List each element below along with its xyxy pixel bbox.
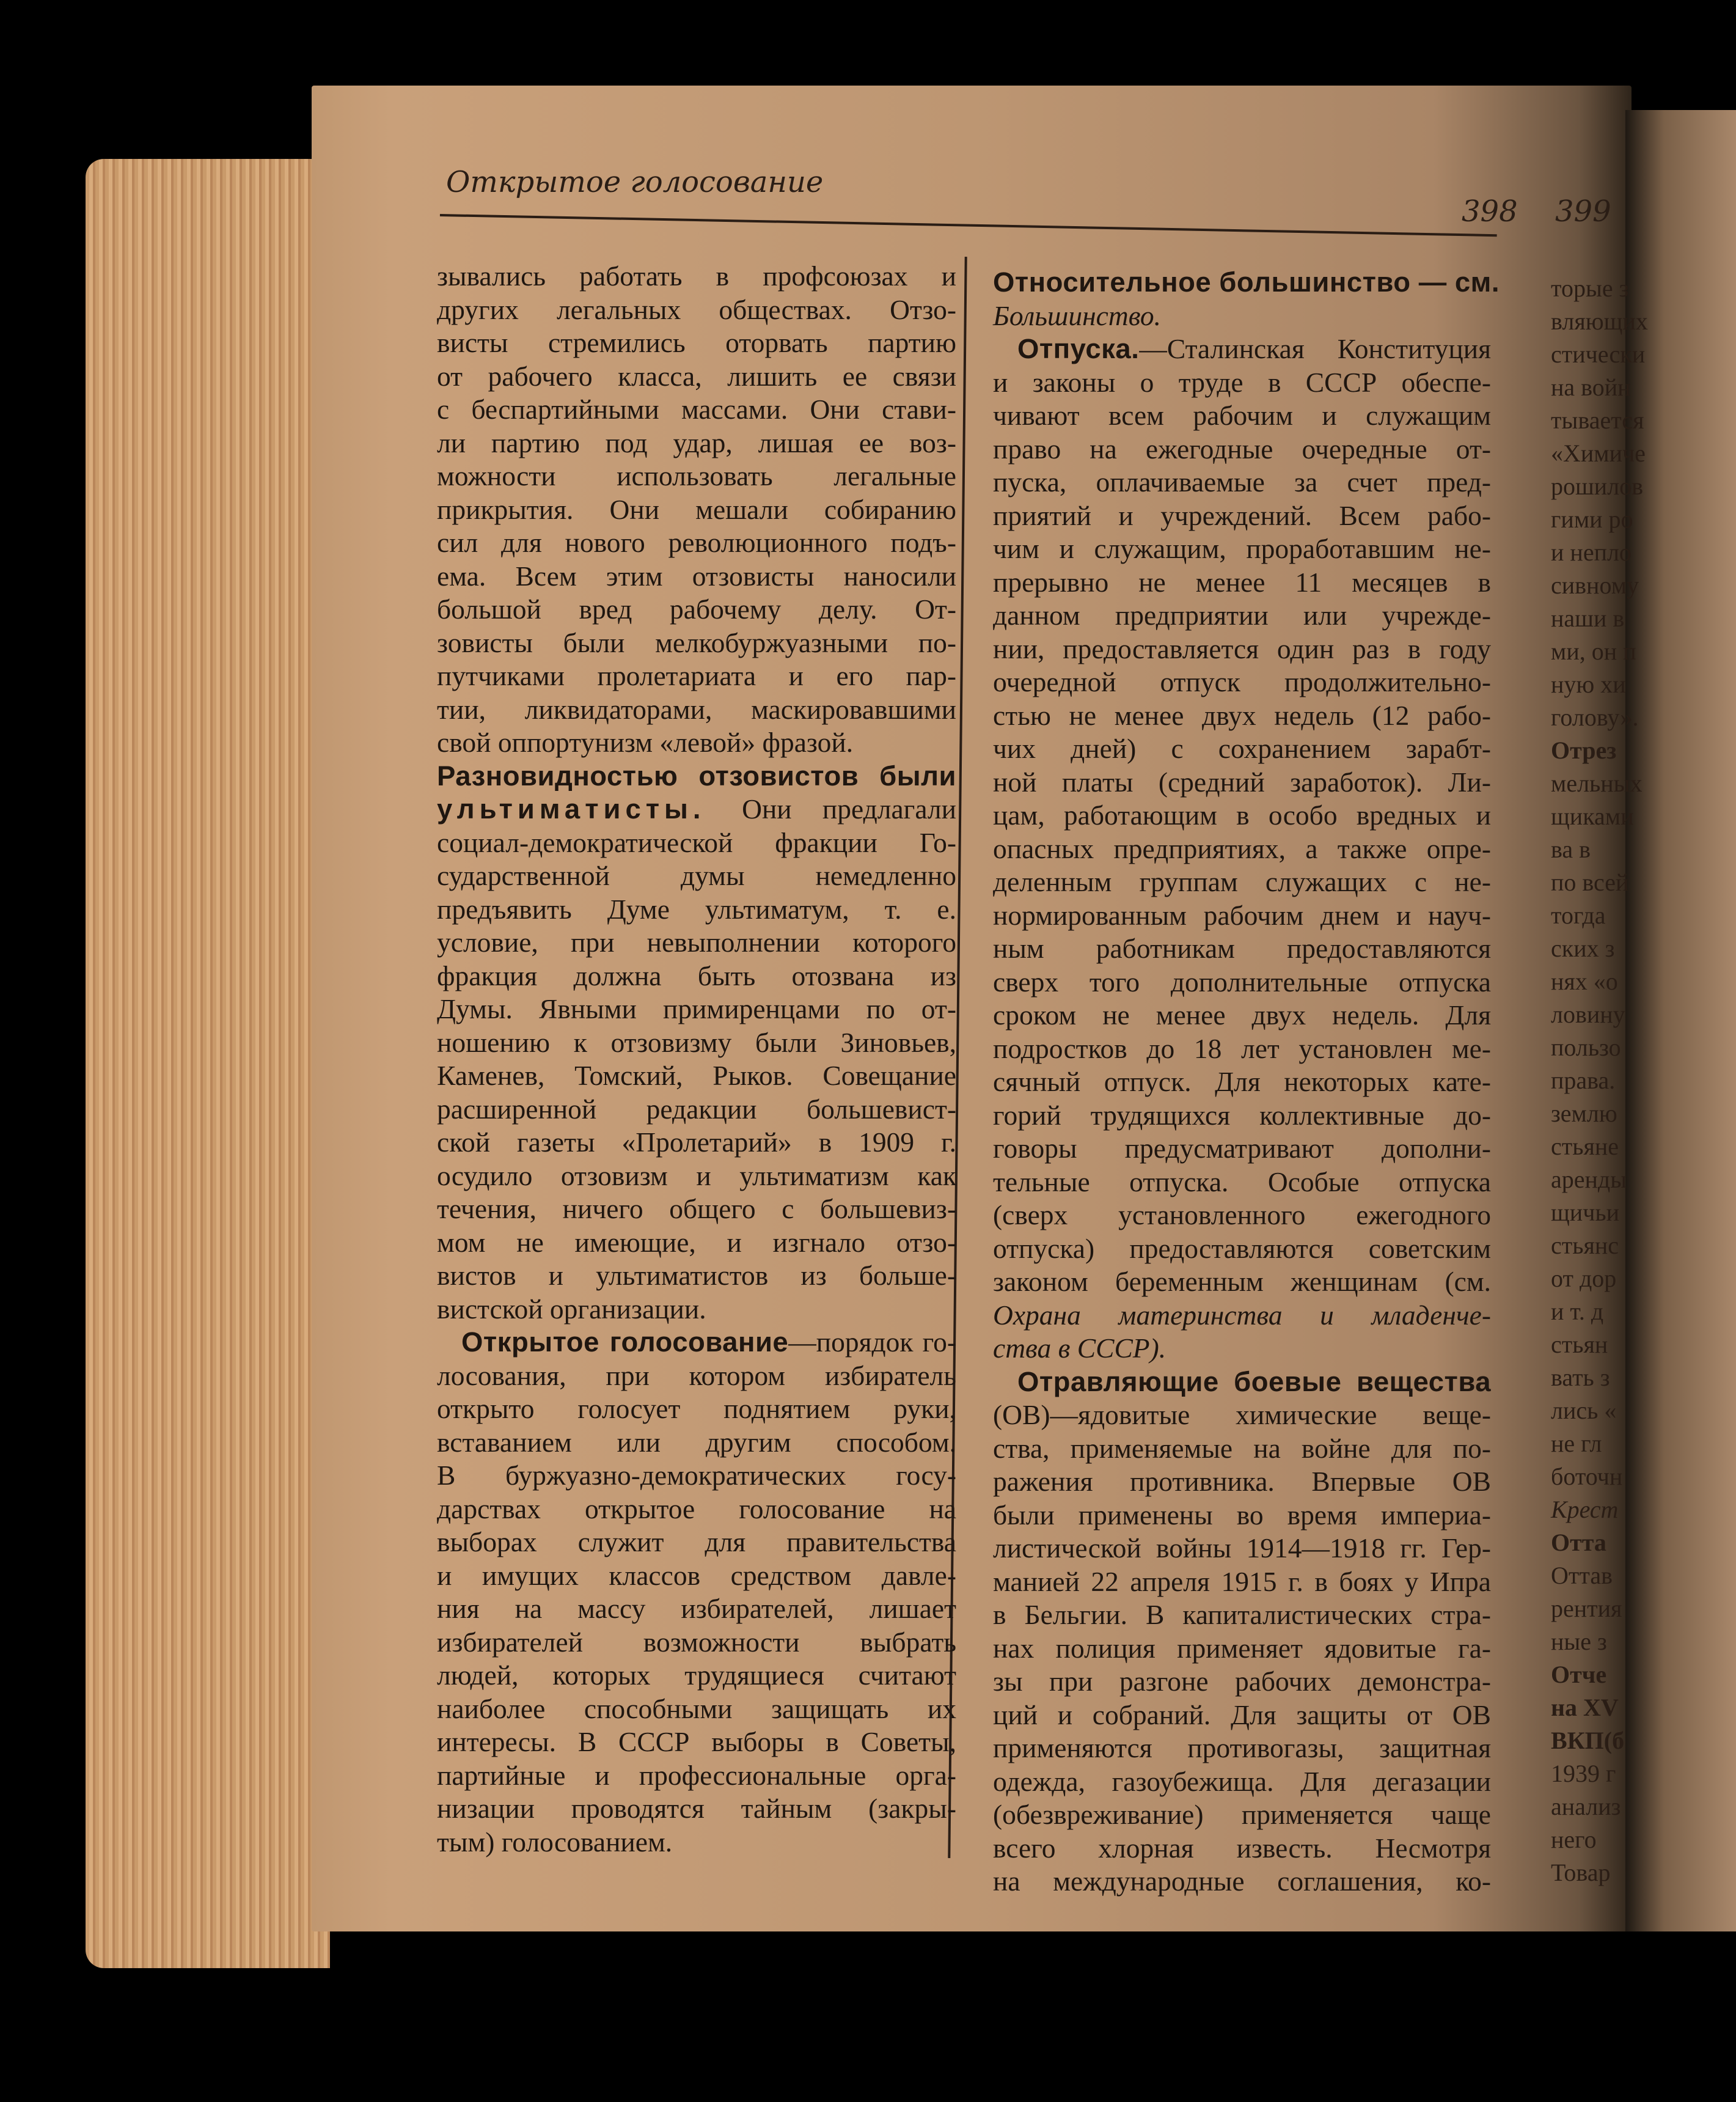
text-line: нях «о	[1551, 968, 1618, 995]
text-line: ства, применяемые на войне для по-	[993, 1432, 1491, 1464]
text-line: Отче	[1551, 1661, 1607, 1688]
text-line: «Химиче	[1551, 439, 1646, 467]
text-line: наши в	[1551, 605, 1625, 632]
text-line: ства в СССР).	[993, 1332, 1166, 1364]
text-line: пуска, оплачиваемые за счет пред-	[993, 466, 1491, 498]
text-line: щиками	[1551, 803, 1634, 830]
text-line: предъявить Думе ультиматум, т. е.	[437, 893, 956, 925]
text-line: торые з	[1551, 274, 1629, 302]
text-line: Разновидностью отзовистов были	[437, 760, 956, 792]
text-line: большой вред рабочему делу. От-	[437, 593, 956, 625]
text-line: стьян	[1551, 1331, 1608, 1358]
text-line: стьянс	[1551, 1232, 1619, 1259]
text-line: ций и собраний. Для защиты от ОВ	[993, 1699, 1491, 1730]
text-line: Отрез	[1551, 737, 1617, 764]
text-line: свой оппортунизм «левой» фразой.	[437, 727, 854, 758]
text-line: других легальных обществах. Отзо-	[437, 293, 956, 325]
page-number-right: 399	[1555, 194, 1611, 229]
text-line: зы при разгоне рабочих демонстра-	[993, 1666, 1491, 1697]
text-line: (обезвреживание) применяется чаще	[993, 1799, 1491, 1830]
text-line: законом беременным женщинам (см.	[993, 1266, 1491, 1297]
running-header: Открытое голосование	[446, 165, 824, 199]
text-line: на XV	[1551, 1694, 1619, 1721]
text-line: мельных	[1551, 770, 1643, 797]
text-line: Оттав	[1551, 1562, 1613, 1589]
text-line: расширенной редакции большевист-	[437, 1093, 956, 1125]
text-line: горий трудящихся коллективные до-	[993, 1099, 1491, 1131]
text-line: тывается	[1551, 406, 1644, 434]
text-line: ной платы (средний заработок). Ли-	[993, 766, 1491, 798]
text-line: висты стремились оторвать партию	[437, 327, 956, 358]
text-line: тельные отпуска. Особые отпуска	[993, 1166, 1491, 1197]
text-line: сил для нового революционного подъ-	[437, 527, 956, 558]
text-line: Охрана материнства и младенче-	[993, 1299, 1491, 1331]
text-line: низации проводятся тайным (закры-	[437, 1793, 956, 1824]
text-line: были применены во время империа-	[993, 1499, 1491, 1531]
text-line: осудило отзовизм и ультиматизм как	[437, 1159, 956, 1191]
text-line: с беспартийными массами. Они стави-	[437, 394, 956, 425]
text-line: деленным группам служащих с не-	[993, 866, 1491, 897]
text-line: и т. д	[1551, 1298, 1604, 1325]
text-line: ношению к отзовизму были Зиновьев,	[437, 1026, 956, 1058]
text-line: наиболее способными защищать их	[437, 1692, 956, 1724]
text-line: не гл	[1551, 1430, 1602, 1457]
text-line: лись «	[1551, 1397, 1617, 1424]
text-line: сячный отпуск. Для некоторых кате-	[993, 1066, 1491, 1097]
text-line: вать з	[1551, 1364, 1610, 1391]
text-line: чивают всем рабочим и служащим	[993, 400, 1491, 431]
text-line: тогда	[1551, 902, 1606, 929]
text-line: фракция должна быть отозвана из	[437, 960, 956, 991]
text-line: Отпуска.—Сталинская Конституция	[1017, 333, 1491, 364]
text-line: данном предприятии или учрежде-	[993, 600, 1491, 631]
text-line: ражения противника. Впервые ОВ	[993, 1466, 1491, 1497]
text-line: условие, при невыполнении которого	[437, 927, 956, 958]
text-line: вставанием или другим способом.	[437, 1426, 956, 1458]
text-line: нах полиция применяет ядовитые га-	[993, 1632, 1491, 1664]
text-line: тым) голосованием.	[437, 1826, 673, 1858]
page-number-left: 398	[1462, 194, 1518, 229]
text-line: Товар	[1551, 1859, 1611, 1886]
text-line: сивному	[1551, 571, 1639, 599]
text-line: лосования, при котором избиратель	[437, 1359, 956, 1391]
text-line: аренды	[1551, 1166, 1627, 1193]
text-line: говоры предусматривают дополни-	[993, 1133, 1491, 1164]
text-line: прерывно не менее 11 месяцев в	[993, 566, 1491, 598]
text-line: вляющих	[1551, 307, 1648, 335]
text-line: отпуска) предоставляются советским	[993, 1232, 1491, 1264]
text-line: чим и служащим, проработавшим не-	[993, 533, 1491, 564]
text-line: вистов и ультиматистов из больше-	[437, 1260, 956, 1291]
text-line: открыто голосует поднятием руки,	[437, 1393, 956, 1424]
text-line: ва в	[1551, 836, 1591, 863]
text-line: зовисты были мелкобуржуазными по-	[437, 627, 956, 658]
text-line: ми, он п	[1551, 638, 1636, 665]
text-line: приятий и учреждений. Всем рабо-	[993, 499, 1491, 531]
text-line: в Бельгии. В капиталистических стра-	[993, 1599, 1491, 1630]
text-line: и законы о труде в СССР обеспе-	[993, 366, 1491, 398]
text-line: выборах служит для правительства	[437, 1526, 956, 1557]
text-line: Открытое голосование—порядок го-	[461, 1326, 956, 1358]
text-line: Большинство.	[993, 299, 1161, 331]
text-line: ную хи	[1551, 671, 1626, 698]
text-line: на международные соглашения, ко-	[993, 1865, 1491, 1897]
left-column	[437, 260, 956, 1859]
text-line: манией 22 апреля 1915 г. в боях у Ипра	[993, 1565, 1491, 1597]
text-line: прикрытия. Они мешали собиранию	[437, 493, 956, 525]
text-line: стически	[1551, 340, 1646, 368]
text-line: ской газеты «Пролетарий» в 1909 г.	[437, 1126, 956, 1158]
text-line: и имущих классов средством давле-	[437, 1559, 956, 1591]
text-line: стью не менее двух недель (12 рабо-	[993, 699, 1491, 731]
text-line: по всей	[1551, 869, 1629, 896]
text-line: Крест	[1551, 1496, 1619, 1523]
text-line: ли партию под удар, лишая ее воз-	[437, 427, 956, 458]
text-line: нии, предоставляется один раз в году	[993, 633, 1491, 664]
text-line: тии, ликвидаторами, маскировавшими	[437, 693, 956, 725]
text-line: можности использовать легальные	[437, 460, 956, 491]
text-line: ным работникам предоставляются	[993, 933, 1491, 964]
text-line: зывались работать в профсоюзах и	[437, 260, 956, 292]
text-line: сударственной думы немедленно	[437, 860, 956, 891]
next-page-column	[1551, 272, 1655, 1889]
text-line: голову».	[1551, 704, 1639, 731]
page-edges	[86, 159, 330, 1968]
text-line: В буржуазно-демократических госу-	[437, 1460, 956, 1491]
text-line: всего хлорная известь. Несмотря	[993, 1832, 1491, 1864]
text-line: анализ	[1551, 1793, 1621, 1820]
text-line: ВКП(б	[1551, 1727, 1625, 1754]
text-line: очередной отпуск продолжительно-	[993, 666, 1491, 697]
text-line: от дор	[1551, 1265, 1617, 1292]
text-line: Отравляющие боевые вещества	[1017, 1365, 1491, 1397]
text-line: рошилов	[1551, 472, 1644, 500]
text-line: листической войны 1914—1918 гг. Гер-	[993, 1532, 1491, 1564]
text-line: опасных предприятиях, а также опре-	[993, 832, 1491, 864]
text-line: пользо	[1551, 1034, 1621, 1061]
text-line: (сверх установленного ежегодного	[993, 1199, 1491, 1230]
text-line: рентия	[1551, 1595, 1622, 1622]
text-line: Каменев, Томский, Рыков. Совещание	[437, 1060, 956, 1091]
text-line: дарствах открытое голосование на	[437, 1493, 956, 1524]
text-line: путчиками пролетариата и его пар-	[437, 660, 956, 691]
text-line: избирателей возможности выбрать	[437, 1626, 956, 1658]
text-line: социал-демократической фракции Го-	[437, 826, 956, 858]
text-line: право на ежегодные очередные от-	[993, 433, 1491, 465]
text-line: вистской организации.	[437, 1293, 706, 1325]
text-line: ные з	[1551, 1628, 1607, 1655]
text-line: партийные и профессиональные орга-	[437, 1759, 956, 1791]
text-line: мом не имеющие, и изгнало отзо-	[437, 1226, 956, 1258]
text-line: него	[1551, 1826, 1597, 1853]
text-line: интересы. В СССР выборы в Советы,	[437, 1726, 956, 1757]
text-line: цам, работающим в особо вредных и	[993, 799, 1491, 831]
text-line: сверх того дополнительные отпуска	[993, 966, 1491, 998]
text-line: щичьи	[1551, 1199, 1619, 1226]
text-line: 1939 г	[1551, 1760, 1616, 1787]
text-line: от рабочего класса, лишить ее связи	[437, 360, 956, 392]
text-line: одежда, газоубежища. Для дегазации	[993, 1765, 1491, 1797]
text-line: боточн	[1551, 1463, 1623, 1490]
text-line: подростков до 18 лет установлен ме-	[993, 1032, 1491, 1064]
text-line: нормированным рабочим днем и науч-	[993, 899, 1491, 931]
text-line: Думы. Явными примиренцами по от-	[437, 993, 956, 1024]
text-line: ультиматисты. Они предлагали	[437, 793, 956, 825]
text-line: сроком не менее двух недель. Для	[993, 999, 1491, 1031]
text-line: на войн	[1551, 373, 1631, 401]
text-line: людей, которых трудящиеся считают	[437, 1659, 956, 1691]
text-line: ских з	[1551, 935, 1615, 962]
text-line: гими ро	[1551, 505, 1633, 533]
text-line: ловину	[1551, 1001, 1625, 1028]
text-line: Отта	[1551, 1529, 1606, 1556]
text-line: течения, ничего общего с большевиз-	[437, 1193, 956, 1224]
text-line: ния на массу избирателей, лишает	[437, 1593, 956, 1624]
text-line: права.	[1551, 1067, 1616, 1094]
text-line: (ОВ)—ядовитые химические веще-	[993, 1399, 1491, 1430]
text-line: землю	[1551, 1100, 1617, 1127]
text-line: стьяне	[1551, 1133, 1619, 1160]
text-line: и непло	[1551, 538, 1632, 566]
text-line: применяются противогазы, защитная	[993, 1732, 1491, 1763]
text-line: ема. Всем этим отзовисты наносили	[437, 560, 956, 592]
text-line: Относительное большинство — см.	[993, 266, 1500, 298]
text-line: чих дней) с сохранением зарабт-	[993, 733, 1491, 764]
right-column	[993, 266, 1500, 1898]
